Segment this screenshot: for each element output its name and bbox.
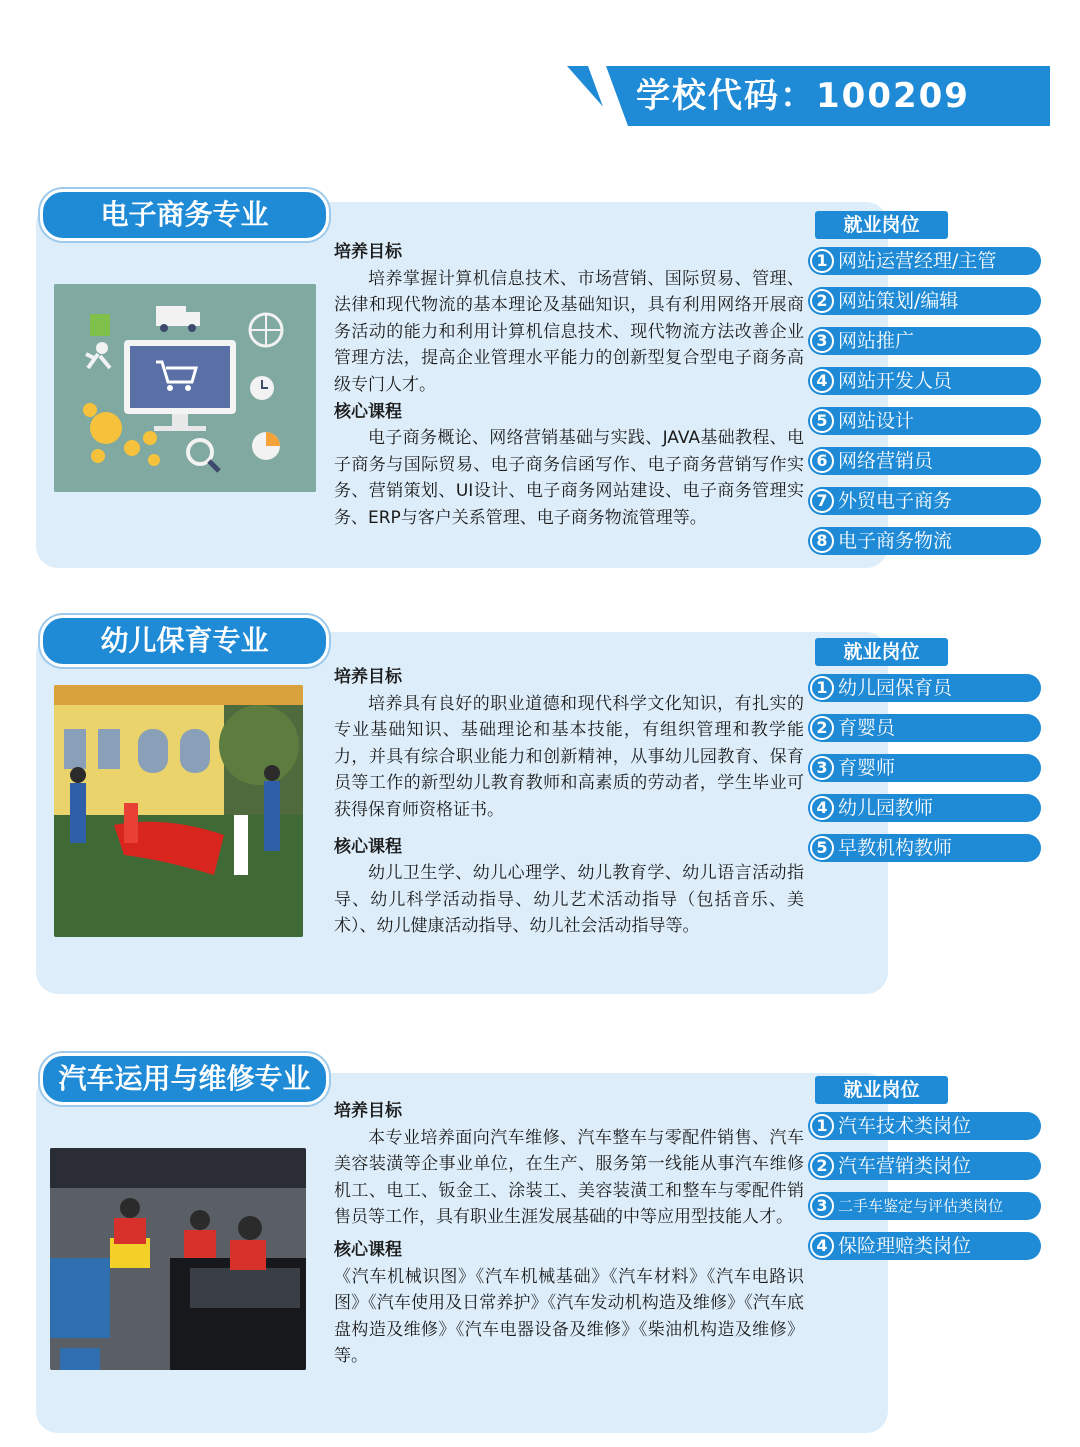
job-number: 2 xyxy=(810,1154,834,1178)
job-item xyxy=(808,1192,1041,1220)
job-label: 二手车鉴定与评估类岗位 xyxy=(838,1197,1004,1215)
job-number: 3 xyxy=(810,1194,834,1218)
jobs-heading: 就业岗位 xyxy=(815,638,948,666)
jobs-heading: 就业岗位 xyxy=(815,211,948,239)
ecommerce-illustration xyxy=(54,284,316,492)
section-childcare-text xyxy=(334,664,804,940)
job-item xyxy=(808,407,1041,435)
goal-heading: 培养目标 xyxy=(334,667,402,687)
section-auto-text xyxy=(334,1098,804,1370)
job-item xyxy=(808,674,1041,702)
job-item xyxy=(808,754,1041,782)
goal-heading: 培养目标 xyxy=(334,242,402,262)
section-auto-title: 汽车运用与维修专业 xyxy=(40,1053,329,1105)
job-item xyxy=(808,367,1041,395)
job-number: 3 xyxy=(810,329,834,353)
job-number: 2 xyxy=(810,716,834,740)
job-number: 5 xyxy=(810,836,834,860)
job-number: 5 xyxy=(810,409,834,433)
job-label: 育婴员 xyxy=(838,717,896,739)
job-number: 1 xyxy=(810,676,834,700)
job-number: 8 xyxy=(810,529,834,553)
job-item xyxy=(808,487,1041,515)
section-childcare-title: 幼儿保育专业 xyxy=(40,615,329,667)
section-ecommerce-title: 电子商务专业 xyxy=(40,189,329,241)
auto-repair-photo xyxy=(50,1148,306,1370)
job-label: 汽车营销类岗位 xyxy=(838,1155,972,1177)
job-label: 网站推广 xyxy=(838,330,915,352)
auto-repair-photo-svg xyxy=(50,1148,306,1370)
job-number: 2 xyxy=(810,289,834,313)
course-heading: 核心课程 xyxy=(334,401,402,422)
job-label: 外贸电子商务 xyxy=(838,490,953,512)
job-item xyxy=(808,714,1041,742)
section-ecommerce-text xyxy=(334,239,804,532)
job-number: 4 xyxy=(810,369,834,393)
job-item xyxy=(808,327,1041,355)
course-heading: 核心课程 xyxy=(334,836,402,857)
job-item xyxy=(808,447,1041,475)
course-text: 《汽车机械识图》《汽车机械基础》《汽车材料》《汽车电路识图》《汽车使用及日常养护》《汽车发动机构造及维修》《汽车底盘构造及维修》《汽车电器设备及维修》《柴油机构造及维修》等。 xyxy=(334,1266,804,1367)
job-number: 4 xyxy=(810,1234,834,1258)
job-label: 网络营销员 xyxy=(838,450,934,472)
job-number: 6 xyxy=(810,449,834,473)
job-label: 电子商务物流 xyxy=(838,530,953,552)
job-item xyxy=(808,1232,1041,1260)
job-item xyxy=(808,527,1041,555)
course-heading: 核心课程 xyxy=(334,1239,402,1260)
job-label: 网站策划/编辑 xyxy=(838,290,959,312)
job-label: 早教机构教师 xyxy=(838,837,953,859)
job-number: 1 xyxy=(810,249,834,273)
goal-text: 本专业培养面向汽车维修、汽车整车与零配件销售、汽车美容装潢等企事业单位，在生产、服务第一线能从事汽车维修机工、电工、钣金工、涂装工、美容装潢工和整车与零配件销售员等工作，具有职业生涯发展基础的中等应用型技能人才。 xyxy=(334,1127,804,1228)
goal-text: 培养掌握计算机信息技术、市场营销、国际贸易、管理、法律和现代物流的基本理论及基础知识，具有利用网络开展商务活动的能力和利用计算机信息技术、现代物流方法改善企业管理方法，提高企业管理水平能力的创新型复合型电子商务高级专门人才。 xyxy=(334,268,804,395)
goal-text: 培养具有良好的职业道德和现代科学文化知识，有扎实的专业基础知识、基础理论和基本技能，有组织管理和教学能力，并具有综合职业能力和创新精神，从事幼儿园教育、保育员等工作的新型幼儿教育教师和高素质的劳动者，学生毕业可获得保育师资格证书。 xyxy=(334,693,804,820)
childcare-photo xyxy=(54,685,303,937)
school-code: 学校代码：100209 xyxy=(636,76,970,116)
job-label: 汽车技术类岗位 xyxy=(838,1115,972,1137)
job-label: 育婴师 xyxy=(838,757,896,779)
job-number: 4 xyxy=(810,796,834,820)
job-item xyxy=(808,287,1041,315)
job-number: 7 xyxy=(810,489,834,513)
job-number: 3 xyxy=(810,756,834,780)
job-label: 网站开发人员 xyxy=(838,370,953,392)
job-label: 网站运营经理/主管 xyxy=(838,250,997,272)
job-item xyxy=(808,794,1041,822)
job-item xyxy=(808,834,1041,862)
course-text: 电子商务概论、网络营销基础与实践、JAVA基础教程、电子商务与国际贸易、电子商务信函写作、电子商务营销写作实务、营销策划、UI设计、电子商务网站建设、电子商务管理实务、ERP与客户关系管理、电子商务物流管理等。 xyxy=(334,428,804,528)
goal-heading: 培养目标 xyxy=(334,1101,402,1121)
job-label: 幼儿园保育员 xyxy=(838,677,953,699)
course-text: 幼儿卫生学、幼儿心理学、幼儿教育学、幼儿语言活动指导、幼儿科学活动指导、幼儿艺术活动指导（包括音乐、美术）、幼儿健康活动指导、幼儿社会活动指导等。 xyxy=(334,863,804,937)
job-number: 1 xyxy=(810,1114,834,1138)
job-label: 保险理赔类岗位 xyxy=(838,1235,972,1257)
job-item xyxy=(808,1112,1041,1140)
job-item xyxy=(808,247,1041,275)
job-label: 网站设计 xyxy=(838,410,915,432)
childcare-photo-svg xyxy=(54,685,303,937)
job-item xyxy=(808,1152,1041,1180)
ecommerce-illustration-svg xyxy=(54,284,316,492)
job-label: 幼儿园教师 xyxy=(838,797,934,819)
jobs-heading: 就业岗位 xyxy=(815,1076,948,1104)
